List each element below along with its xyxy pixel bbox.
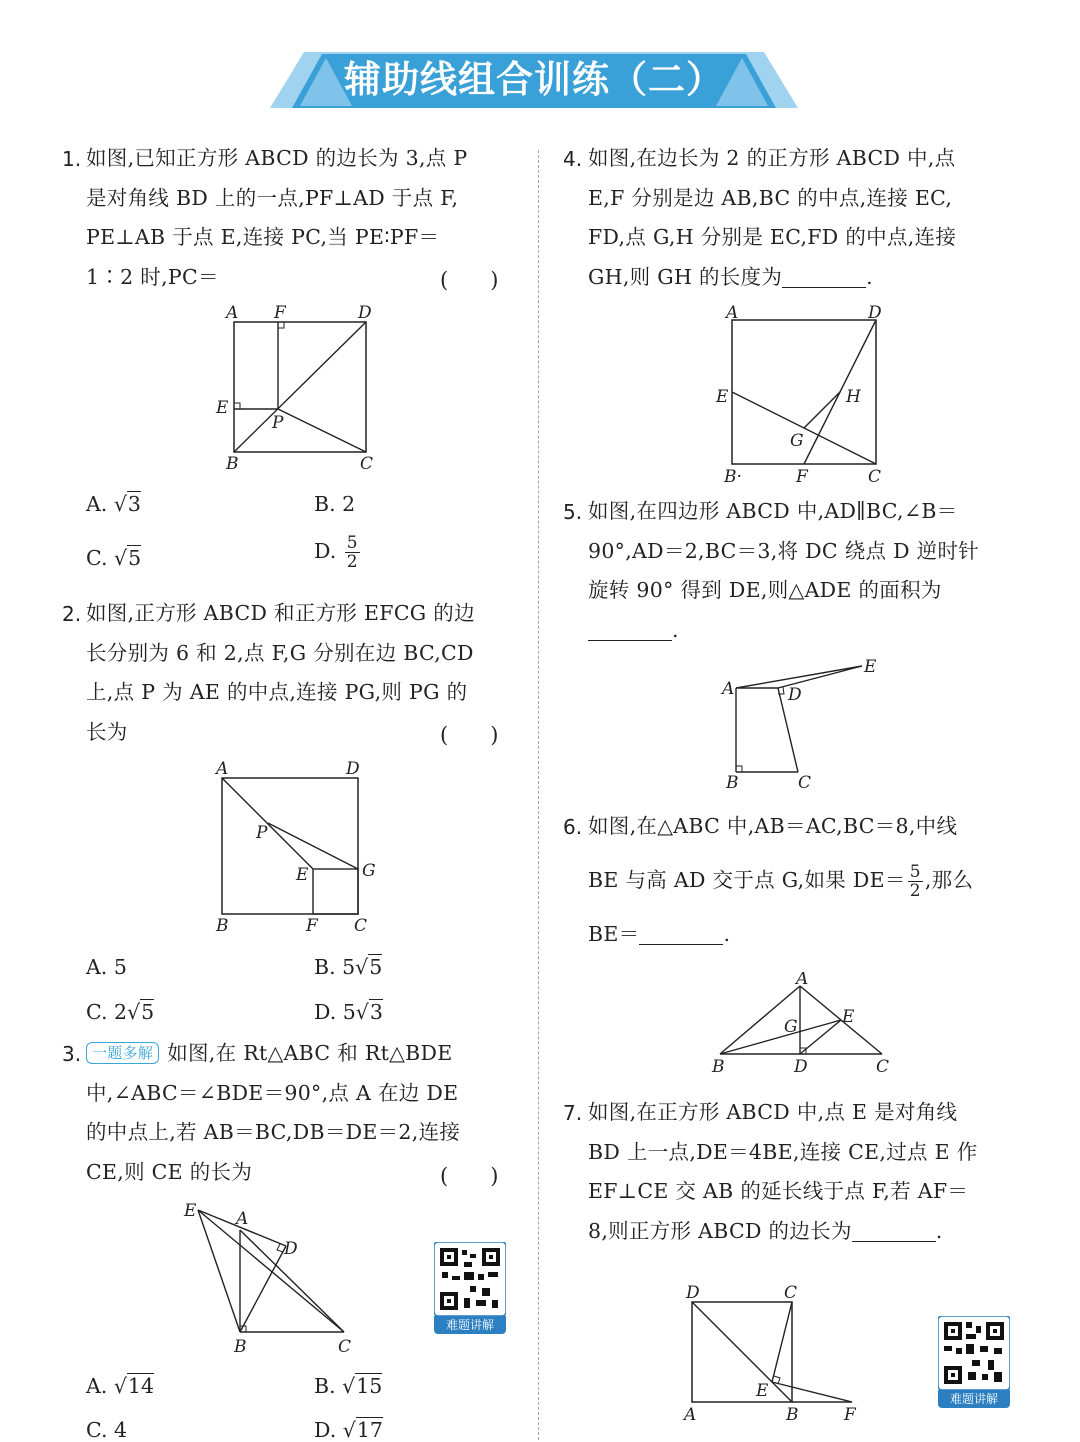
f7-label-D: D	[686, 1283, 700, 1303]
q1-line: 1∶2 时,PC＝	[86, 264, 219, 289]
f5-label-E: E	[864, 657, 877, 677]
q1-option-d[interactable]: D. $\frac{5}{2}$	[314, 533, 358, 572]
f2-label-D: D	[346, 759, 360, 779]
f6-label-B: B	[712, 1057, 725, 1077]
f7-label-C: C	[784, 1283, 798, 1303]
f6-label-A: A	[796, 972, 809, 989]
f1-label-F: F	[274, 303, 286, 323]
f3-label-E: E	[184, 1201, 197, 1221]
f6-label-E: E	[842, 1007, 855, 1027]
q2-option-c[interactable]: C. 2√5	[86, 1000, 155, 1024]
multi-solution-badge: 一题多解	[86, 1042, 159, 1064]
f1-label-P: P	[272, 413, 284, 433]
q6-line: BE 与高 AD 交于点 G,如果 DE＝	[588, 867, 906, 892]
f4-label-C: C	[868, 467, 882, 487]
q3-line: 如图,在 Rt△ABC 和 Rt△BDE	[167, 1041, 453, 1065]
q3-line: 中,∠ABC＝∠BDE＝90°,点 A 在边 DE	[86, 1080, 459, 1105]
f1-label-D: D	[358, 303, 372, 323]
q7-line: EF⊥CE 交 AB 的延长线于点 F,若 AF＝	[588, 1179, 969, 1203]
f7-label-A: A	[684, 1405, 697, 1425]
q3-option-d[interactable]: D. √17	[314, 1418, 383, 1442]
f6-label-D: D	[794, 1057, 808, 1077]
f4-label-G: G	[790, 431, 804, 451]
q7-line: BD 上一点,DE＝4BE,连接 CE,过点 E 作	[588, 1139, 978, 1164]
q3-option-c[interactable]: C. 4	[86, 1418, 128, 1442]
f2-label-C: C	[354, 916, 368, 936]
qr-icon	[938, 1316, 1010, 1390]
q1-line: 如图,已知正方形 ABCD 的边长为 3,点 P	[86, 146, 468, 170]
q5-figure	[716, 654, 892, 794]
f3-label-C: C	[338, 1337, 352, 1357]
q6-line: BE＝	[588, 921, 640, 946]
q5-line: 90°,AD＝2,BC＝3,将 DC 绕点 D 逆时针	[588, 538, 980, 563]
q1-option-a[interactable]: A. √3	[86, 492, 141, 516]
q2-answer-paren: ( )	[440, 723, 499, 747]
f4-label-A: A	[726, 303, 739, 323]
q1-option-b[interactable]: B. 2	[314, 492, 356, 516]
q6-stem: 如图,在△ABC 中,AB＝AC,BC＝8,中线 BE 与高 AD 交于点 G,如果 DE＝ $\frac{5}{2}$ ,那么 BE＝ .	[588, 807, 1018, 961]
q4-number: 4.	[563, 147, 583, 171]
q6-figure	[704, 972, 900, 1078]
f2-label-E: E	[296, 865, 309, 885]
f1-label-A: A	[226, 303, 239, 323]
q1-figure	[210, 300, 400, 475]
q3-line: CE,则 CE 的长为	[86, 1159, 253, 1184]
f2-label-F: F	[306, 916, 318, 936]
q2-option-d[interactable]: D. 5√3	[314, 1000, 383, 1024]
q3-number: 3.	[62, 1042, 82, 1066]
f5-label-D: D	[788, 685, 802, 705]
f5-label-B: B	[726, 773, 739, 793]
q2-line: 如图,正方形 ABCD 和正方形 EFCG 的边	[86, 601, 475, 625]
q3-figure	[176, 1196, 376, 1361]
q1-option-c[interactable]: C. √5	[86, 546, 142, 570]
q7-line: 如图,在正方形 ABCD 中,点 E 是对角线	[588, 1100, 958, 1124]
q4-line: GH,则 GH 的长度为	[588, 264, 783, 289]
f2-label-B: B	[216, 916, 229, 936]
q6-answer-blank[interactable]	[639, 924, 723, 945]
qr-code-2[interactable]	[938, 1316, 1010, 1408]
q4-line: FD,点 G,H 分别是 EC,FD 的中点,连接	[588, 225, 957, 249]
f5-label-A: A	[722, 679, 735, 699]
q1-line: 是对角线 BD 上的一点,PF⊥AD 于点 F,	[86, 185, 459, 210]
f6-label-G: G	[784, 1017, 798, 1037]
q3-line: 的中点上,若 AB＝BC,DB＝DE＝2,连接	[86, 1120, 461, 1144]
page-title: 辅助线组合训练（二）	[344, 58, 724, 101]
f2-label-P: P	[256, 823, 268, 843]
q2-number: 2.	[62, 602, 82, 626]
q1-number: 1.	[62, 147, 82, 171]
q5-stem: 如图,在四边形 ABCD 中,AD∥BC,∠B＝ 90°,AD＝2,BC＝3,将 DC 绕点 D 逆时针 旋转 90° 得到 DE,则△ADE 的面积为 .	[588, 492, 1018, 650]
q7-number: 7.	[563, 1101, 583, 1125]
q6-line: 如图,在△ABC 中,AB＝AC,BC＝8,中线	[588, 814, 958, 838]
title-banner	[270, 48, 798, 112]
q2-figure	[200, 756, 400, 936]
qr-icon	[434, 1242, 506, 1316]
f4-label-E: E	[716, 387, 729, 407]
f4-label-H: H	[846, 387, 861, 407]
column-divider	[538, 150, 539, 1440]
q2-line: 上,点 P 为 AE 的中点,连接 PG,则 PG 的	[86, 680, 468, 704]
q5-line: 旋转 90° 得到 DE,则△ADE 的面积为	[588, 578, 942, 602]
q4-answer-blank[interactable]	[782, 267, 866, 288]
q2-option-b[interactable]: B. 5√5	[314, 955, 383, 979]
qr-label: 难题讲解	[434, 1316, 506, 1334]
f7-label-F: F	[844, 1405, 856, 1425]
q5-line: 如图,在四边形 ABCD 中,AD∥BC,∠B＝	[588, 499, 958, 523]
q4-line: 如图,在边长为 2 的正方形 ABCD 中,点	[588, 146, 956, 170]
f4-label-B: B·	[724, 467, 742, 487]
q7-figure	[678, 1280, 878, 1430]
f7-label-B: B	[786, 1405, 799, 1425]
q2-line: 长为	[86, 719, 128, 744]
q7-answer-blank[interactable]	[852, 1221, 936, 1242]
q1-answer-paren: ( )	[440, 268, 499, 292]
f5-label-C: C	[798, 773, 812, 793]
f1-label-C: C	[360, 454, 374, 474]
q3-answer-paren: ( )	[440, 1164, 499, 1188]
q7-stem: 如图,在正方形 ABCD 中,点 E 是对角线 BD 上一点,DE＝4BE,连接 CE,过点 E 作 EF⊥CE 交 AB 的延长线于点 F,若 AF＝ 8,则正方形 ABCD 的边长为 .	[588, 1093, 1018, 1251]
f1-label-B: B	[226, 454, 239, 474]
q2-option-a[interactable]: A. 5	[86, 955, 127, 979]
f3-label-A: A	[236, 1209, 249, 1229]
f4-label-F: F	[796, 467, 808, 487]
q6-number: 6.	[563, 815, 583, 839]
f2-label-G: G	[362, 861, 376, 881]
f6-label-C: C	[876, 1057, 890, 1077]
f3-label-B: B	[234, 1337, 247, 1357]
f3-label-D: D	[284, 1239, 298, 1259]
q3-option-b[interactable]: B. √15	[314, 1374, 383, 1398]
q1-line: PE⊥AB 于点 E,连接 PC,当 PE∶PF＝	[86, 225, 440, 249]
f4-label-D: D	[868, 303, 882, 323]
q4-line: E,F 分别是边 AB,BC 的中点,连接 EC,	[588, 185, 953, 210]
qr-label: 难题讲解	[938, 1390, 1010, 1408]
f7-label-E: E	[756, 1381, 769, 1401]
q2-line: 长分别为 6 和 2,点 F,G 分别在边 BC,CD	[86, 640, 474, 665]
q5-number: 5.	[563, 500, 583, 524]
qr-code-1[interactable]	[434, 1242, 506, 1334]
q4-stem: 如图,在边长为 2 的正方形 ABCD 中,点 E,F 分别是边 AB,BC 的中点,连接 EC, FD,点 G,H 分别是 EC,FD 的中点,连接 GH,则 GH 的长度为 .	[588, 139, 1018, 297]
f2-label-A: A	[216, 759, 229, 779]
q4-figure	[710, 298, 900, 488]
f1-label-E: E	[216, 398, 229, 418]
q5-answer-blank[interactable]	[588, 620, 672, 641]
q3-option-a[interactable]: A. √14	[86, 1374, 155, 1398]
q7-line: 8,则正方形 ABCD 的边长为	[588, 1218, 852, 1243]
